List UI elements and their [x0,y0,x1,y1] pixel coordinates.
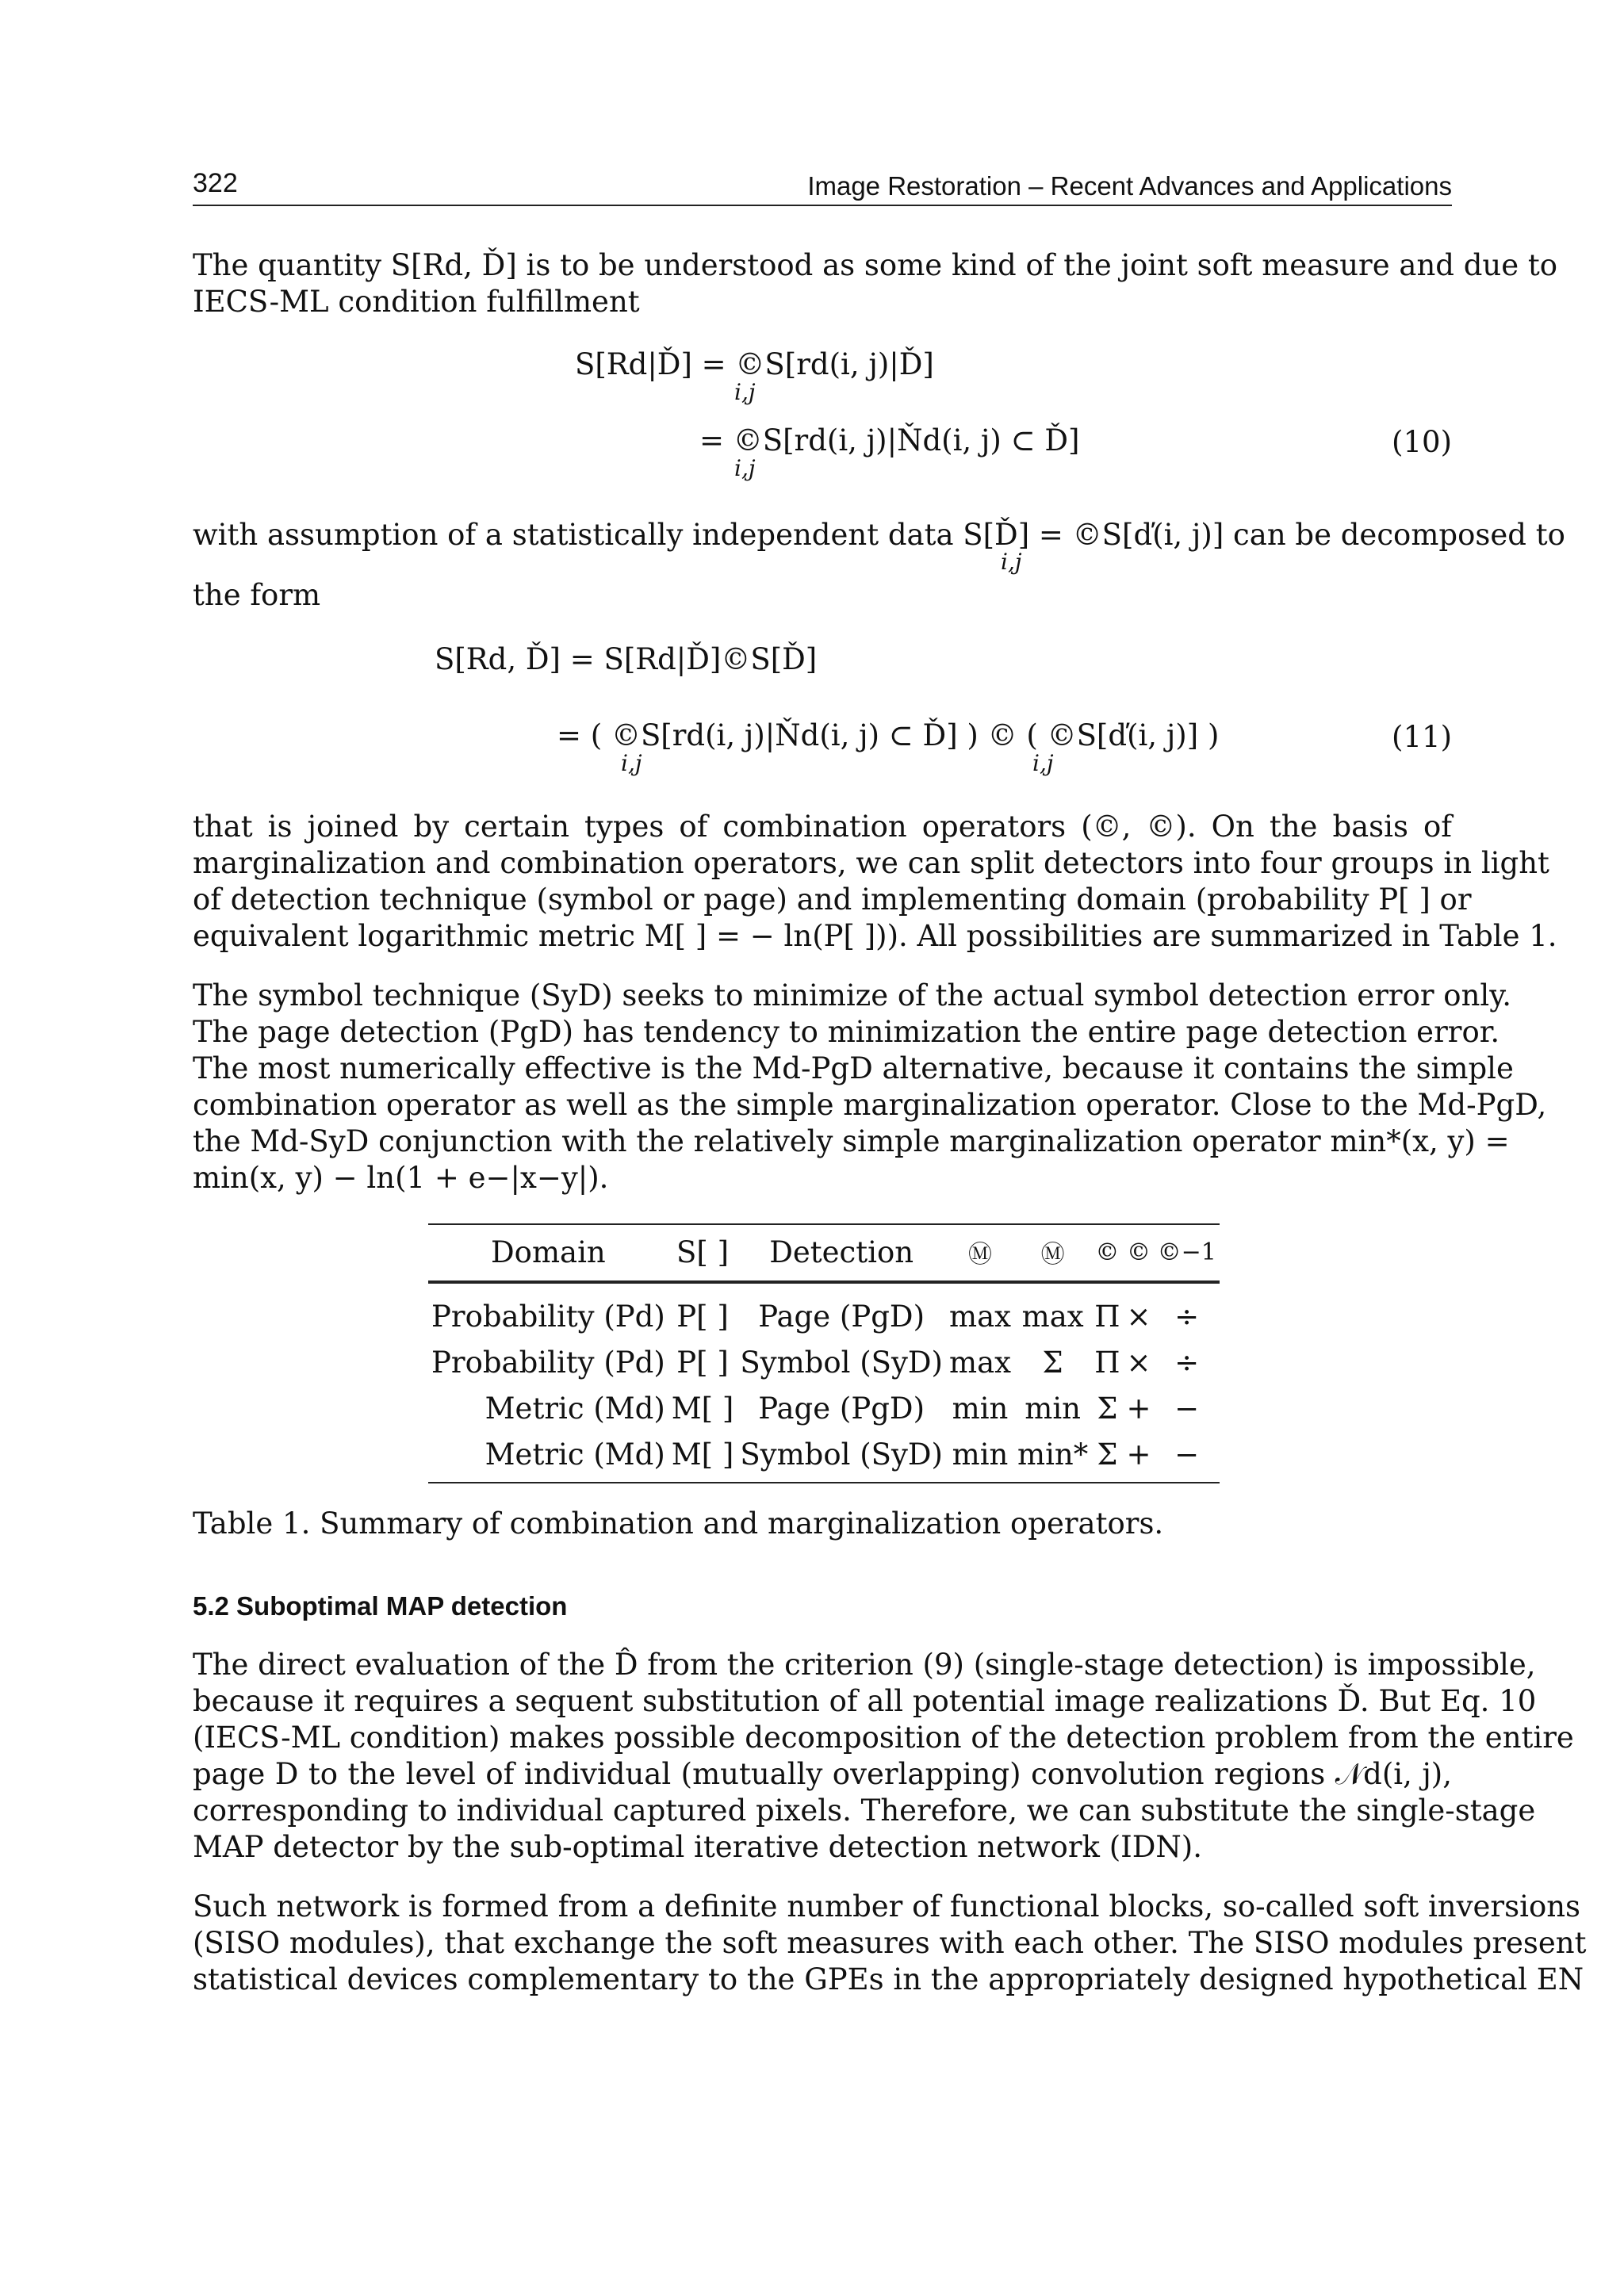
assumption-paragraph [193,517,1565,553]
paragraph-line: The symbol technique (SyD) seeks to minimize of the actual symbol detection error only. [193,978,1511,1013]
cell-soft-measure: P[ ] [676,1345,729,1380]
cell-domain: Metric (Md) [428,1431,668,1483]
paragraph-line: equivalent logarithmic metric M[ ] = − ln(P[ ])). All possibilities are summarized in Table 1. [193,919,1557,953]
network-paragraph [193,1889,1587,1998]
paragraph-line: The direct evaluation of the D̂ from the criterion (9) (single-stage detection) is impossible, [193,1648,1536,1682]
cell-op: Σ [1097,1391,1118,1426]
running-header [193,165,1452,206]
col-combination-2: © [1127,1238,1151,1266]
cell-detection: Symbol (SyD) [737,1431,946,1483]
paragraph-line: corresponding to individual captured pixels. Therefore, we can substitute the single-stage [193,1793,1536,1828]
paragraph-line: (SISO modules), that exchange the soft measures with each other. The SISO modules present [193,1926,1587,1960]
paragraph-line: the Md-SyD conjunction with the relatively simple marginalization operator min*(x, y) = [193,1124,1510,1158]
table-row [428,1339,1220,1385]
cell-soft-measure: M[ ] [671,1391,734,1426]
cell-op: ÷ [1174,1345,1200,1380]
equation-10-row-1-index: i,j [734,379,756,405]
col-inverse-combination: ©−1 [1157,1238,1216,1266]
table-caption: Table 1. Summary of combination and marginalization operators. [193,1506,1164,1541]
cell-detection: Page (PgD) [737,1283,946,1339]
page-number: 322 [193,168,238,198]
col-marginalization-1: Ⓜ [968,1241,992,1269]
direct-evaluation-paragraph [193,1647,1574,1866]
cell-op: max [946,1283,1014,1339]
running-title: Image Restoration – Recent Advances and Applications [807,171,1452,201]
cell-op: + [1126,1391,1151,1426]
cell-op: Σ [1042,1345,1063,1380]
cell-op: max [1014,1283,1091,1339]
cell-op: + [1124,1431,1155,1483]
assumption-paragraph-end [193,577,1452,614]
cell-op: × [1126,1345,1151,1380]
assumption-line-1: with assumption of a statistically independent data S[Ď] = ©S[ď(i, j)] can be decomposed to [193,518,1565,552]
table-header-row [428,1224,1220,1281]
col-domain: Domain [491,1235,606,1269]
cell-op: max [949,1345,1012,1380]
equation-11-index-2: i,j [1032,750,1054,776]
equation-10-number: (10) [1392,425,1452,459]
cell-op: Σ [1091,1431,1123,1483]
assumption-line-2: the form [193,578,321,612]
cell-op: ÷ [1155,1283,1220,1339]
intro-paragraph [193,247,1558,320]
paragraph-line: combination operator as well as the simple marginalization operator. Close to the Md-PgD, [193,1088,1547,1122]
paragraph-line: of detection technique (symbol or page) and implementing domain (probability P[ ] or [193,882,1472,917]
cell-op: min* [1014,1431,1091,1483]
equation-11-row-1: S[Rd, Ď] = S[Rd|Ď]©S[Ď] [435,642,818,676]
operators-table [428,1223,1220,1483]
paragraph-line: MAP detector by the sub-optimal iterative detection network (IDN). [193,1830,1202,1864]
cell-soft-measure: M[ ] [668,1431,737,1483]
cell-domain: Probability (Pd) [431,1345,665,1380]
cell-op: − [1174,1391,1200,1426]
paragraph-line: min(x, y) − ln(1 + e−|x−y|). [193,1161,609,1195]
operators-paragraph [193,809,1557,955]
intro-line-1: The quantity S[Rd, Ď] is to be understood as some kind of the joint soft measure and due to [193,248,1558,282]
section-heading: 5.2 Suboptimal MAP detection [193,1591,568,1621]
paragraph-line: Such network is formed from a definite number of functional blocks, so-called soft inversions [193,1889,1581,1924]
paragraph-line: because it requires a sequent substitution of all potential image realizations Ď. But Eq. 10 [193,1684,1537,1718]
cell-op: min [952,1391,1009,1426]
equation-11-index-1: i,j [621,750,642,776]
equation-11-row-2: = ( ©S[rd(i, j)|Ňd(i, j) ⊂ Ď] ) © ( ©S[ď(i, j)] ) [557,718,1220,752]
cell-op: Π [1094,1345,1120,1380]
intro-line-2: IECS-ML condition fulfillment [193,285,640,319]
cell-op: × [1124,1283,1155,1339]
col-marginalization-2: Ⓜ [1040,1241,1065,1269]
cell-op: Π [1091,1283,1123,1339]
assumption-index: i,j [1001,549,1022,575]
equation-10-row-2: = ©S[rd(i, j)|Ňd(i, j) ⊂ Ď] [699,423,1080,457]
equation-10-row-1: S[Rd|Ď] = ©S[rd(i, j)|Ď] [575,347,934,381]
paragraph-line: that is joined by certain types of combination operators (©, ©). On the basis of [193,810,1452,844]
paragraph-line: statistical devices complementary to the GPEs in the appropriately designed hypothetical EN [193,1962,1584,1996]
paragraph-line: marginalization and combination operators, we can split detectors into four groups in light [193,846,1549,880]
cell-domain: Probability (Pd) [428,1283,668,1339]
cell-detection: Symbol (SyD) [740,1345,943,1380]
paragraph-line: The page detection (PgD) has tendency to minimization the entire page detection error. [193,1015,1500,1049]
table-row [428,1283,1220,1339]
table-row [428,1431,1220,1483]
col-detection: Detection [769,1235,914,1269]
cell-detection: Page (PgD) [758,1391,925,1426]
col-soft-measure: S[ ] [676,1235,730,1269]
equation-10-row-2-index: i,j [734,455,756,481]
cell-op: min [946,1431,1014,1483]
col-combination-1: © [1095,1238,1120,1266]
cell-domain: Metric (Md) [485,1391,665,1426]
detection-technique-paragraph [193,978,1547,1196]
paragraph-line: (IECS-ML condition) makes possible decomposition of the detection problem from the entire [193,1721,1574,1755]
table-row [428,1385,1220,1431]
equation-11-number: (11) [1392,720,1452,754]
paragraph-line: The most numerically effective is the Md-PgD alternative, because it contains the simple [193,1051,1514,1085]
paragraph-line: page D to the level of individual (mutually overlapping) convolution regions 𝒩d(i, j), [193,1757,1452,1791]
cell-soft-measure: P[ ] [668,1283,737,1339]
cell-op: − [1155,1431,1220,1483]
cell-op: min [1025,1391,1082,1426]
